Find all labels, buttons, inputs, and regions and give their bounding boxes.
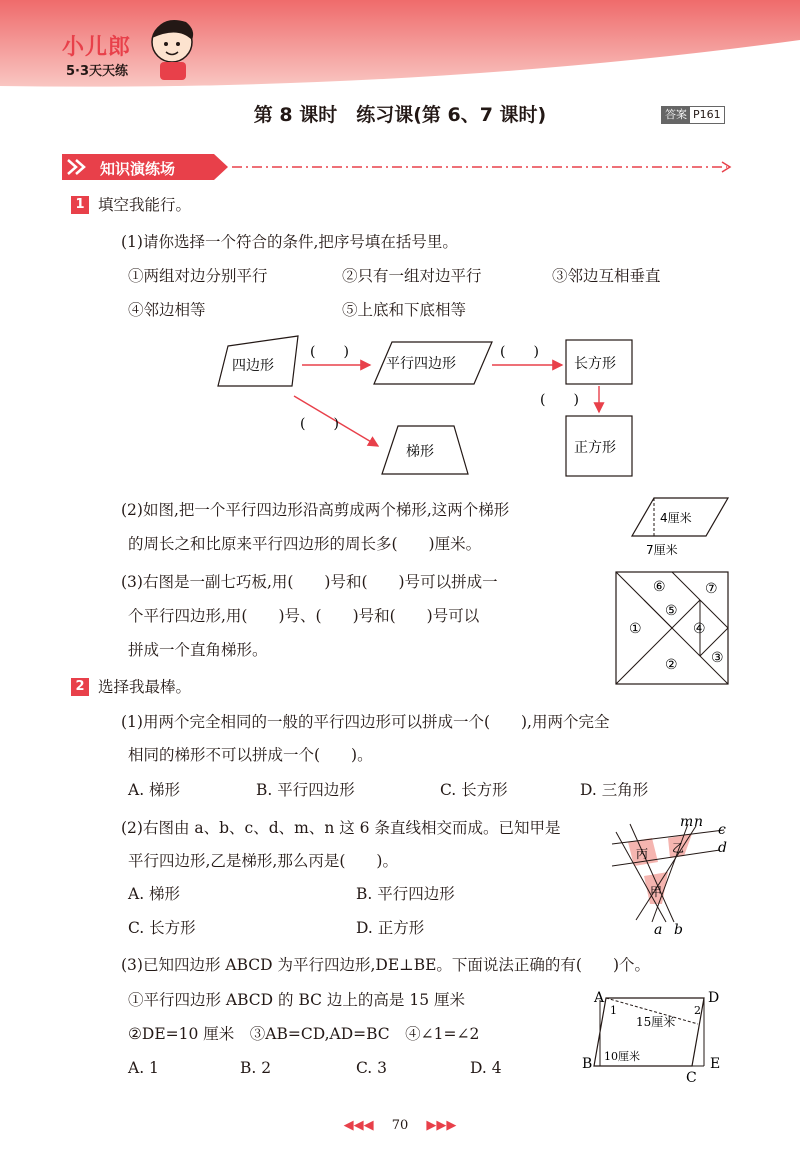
choice-b[interactable]: B. 2	[240, 1059, 272, 1077]
answer-blank[interactable]: ( )	[310, 344, 349, 360]
answer-page: P161	[693, 108, 721, 121]
region-label: 乙	[672, 841, 685, 855]
choice-d[interactable]: D. 4	[470, 1059, 502, 1077]
choice-d[interactable]: D. 正方形	[356, 919, 425, 937]
q1-part3-line2: 个平行四边形,用( )号、( )号和( )号可以	[128, 607, 480, 625]
option-5: ⑤上底和下底相等	[342, 301, 467, 319]
piece-label: ④	[693, 621, 706, 637]
region-label: 甲	[650, 885, 663, 899]
q2-part3-stmt2: ②DE=10 厘米 ③AB=CD,AD=BC ④∠1=∠2	[128, 1025, 480, 1043]
choice-a[interactable]: A. 梯形	[128, 781, 181, 799]
length-label: 15厘米	[636, 1015, 676, 1029]
vertex-label: D	[708, 990, 720, 1006]
vertex-label: A	[594, 990, 605, 1006]
section-title: 知识演练场	[100, 160, 176, 178]
choice-c[interactable]: C. 长方形	[440, 781, 508, 799]
q1-part2-line1: (2)如图,把一个平行四边形沿高剪成两个梯形,这两个梯形	[121, 501, 510, 519]
tangram-figure	[615, 571, 729, 685]
line-label: a	[654, 922, 663, 938]
brand-logo: 小儿郎	[62, 35, 132, 60]
page-footer	[0, 1118, 800, 1133]
q1-part2-line2: 的周长之和比原来平行四边形的周长多( )厘米。	[128, 535, 482, 553]
intersecting-lines-figure	[608, 812, 736, 938]
question-number: 1	[71, 196, 89, 214]
choice-d[interactable]: D. 三角形	[580, 781, 649, 799]
option-1: ①两组对边分别平行	[128, 267, 268, 285]
q2-part2-line2: 平行四边形,乙是梯形,那么丙是( )。	[128, 852, 398, 870]
region-label: 丙	[636, 847, 649, 861]
piece-label: ⑤	[665, 603, 678, 619]
option-2: ②只有一组对边平行	[342, 267, 482, 285]
line-label: m	[680, 814, 694, 830]
answer-blank[interactable]: ( )	[300, 416, 339, 432]
piece-label: ⑦	[705, 581, 718, 597]
q1-part3-line3: 拼成一个直角梯形。	[128, 641, 268, 659]
q1-part3-line1: (3)右图是一副七巧板,用( )号和( )号可以拼成一	[121, 573, 498, 591]
q2-part1-line1: (1)用两个完全相同的一般的平行四边形可以拼成一个( ),用两个完全	[121, 713, 610, 731]
parallelogram-cut-figure	[624, 490, 734, 560]
line-label: n	[694, 814, 704, 830]
shape-label: 四边形	[232, 358, 274, 374]
vertex-label: B	[582, 1056, 593, 1072]
shape-label: 正方形	[574, 440, 616, 456]
choice-b[interactable]: B. 平行四边形	[356, 885, 455, 903]
q2-part1-line2: 相同的梯形不可以拼成一个( )。	[128, 746, 373, 764]
brand-subtitle: 5·3天天练	[66, 64, 129, 79]
shape-label: 梯形	[406, 444, 434, 460]
line-label: d	[718, 840, 727, 856]
question-heading: 选择我最棒。	[98, 678, 192, 696]
vertex-label: C	[686, 1070, 697, 1086]
answer-blank[interactable]: ( )	[500, 344, 539, 360]
piece-label: ①	[629, 621, 642, 637]
q2-part2-line1: (2)右图由 a、b、c、d、m、n 这 6 条直线相交而成。已知甲是	[121, 819, 561, 837]
q1-part1-prompt: (1)请你选择一个符合的条件,把序号填在括号里。	[121, 233, 458, 251]
page-title: 第 8 课时 练习课(第 6、7 课时)	[253, 104, 547, 126]
page-number: 70	[391, 1118, 409, 1133]
line-label: c	[718, 822, 726, 838]
piece-label: ⑥	[653, 579, 666, 595]
length-label: 10厘米	[604, 1050, 640, 1063]
option-4: ④邻边相等	[128, 301, 206, 319]
choice-a[interactable]: A. 1	[128, 1059, 159, 1077]
piece-label: ②	[665, 657, 678, 673]
q2-part3-line1: (3)已知四边形 ABCD 为平行四边形,DE⊥BE。下面说法正确的有( )个。	[121, 956, 651, 974]
left-arrows-icon: ◀◀◀	[343, 1118, 374, 1133]
piece-label: ③	[711, 650, 724, 666]
height-label: 4厘米	[660, 511, 692, 525]
option-3: ③邻边互相垂直	[552, 267, 661, 285]
shape-label: 长方形	[574, 356, 616, 372]
shape-flow-diagram	[210, 328, 650, 488]
vertex-label: E	[710, 1056, 721, 1072]
question-number: 2	[71, 678, 89, 696]
choice-a[interactable]: A. 梯形	[128, 885, 181, 903]
choice-c[interactable]: C. 长方形	[128, 919, 196, 937]
angle-label: 2	[694, 1004, 701, 1017]
choice-c[interactable]: C. 3	[356, 1059, 388, 1077]
question-heading: 填空我能行。	[98, 196, 192, 214]
choice-b[interactable]: B. 平行四边形	[256, 781, 355, 799]
answer-blank[interactable]: ( )	[540, 392, 579, 408]
q2-part3-stmt1: ①平行四边形 ABCD 的 BC 边上的高是 15 厘米	[128, 991, 465, 1009]
shape-label: 平行四边形	[386, 356, 456, 372]
angle-label: 1	[610, 1004, 617, 1017]
base-label: 7厘米	[646, 543, 678, 557]
answer-label: 答案	[662, 107, 690, 123]
right-arrows-icon: ▶▶▶	[426, 1118, 457, 1133]
answer-reference	[661, 106, 725, 124]
line-label: b	[674, 922, 683, 938]
parallelogram-abcd-figure	[580, 986, 730, 1086]
